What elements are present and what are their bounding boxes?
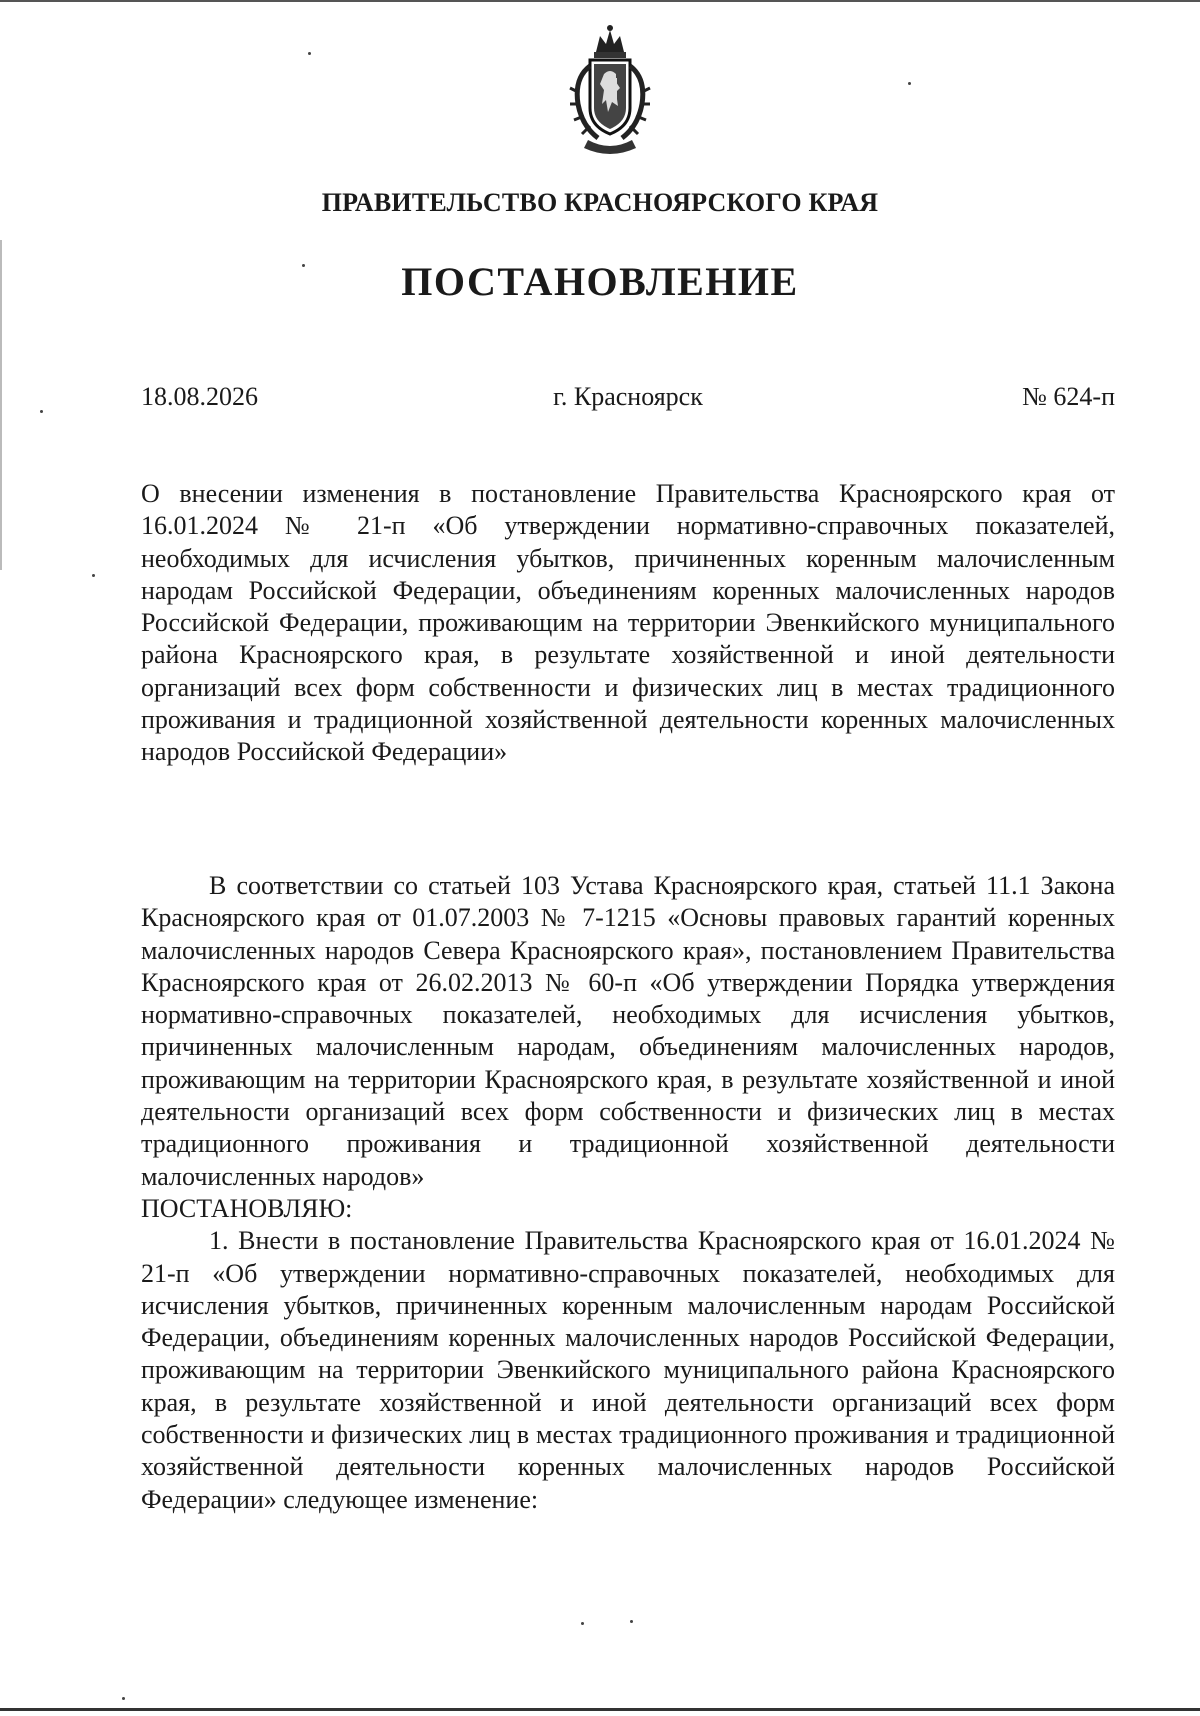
document-date: 18.08.2026 [141,382,258,411]
preamble-paragraph: В соответствии со статьей 103 Устава Красноярского края, статьей 11.1 Закона Красноярского края от 01.07.2003 № 7-1215 «Основы правовых гарантий коренных малочисленных народов Севера Красноярского края», постановлением Правительства Красноярского края от 26.02.2013 № 60-п «Об утверждении Порядка утверждения нормативно-справочных показателей, необходимых для исчисления убытков, причиненных малочисленным народам, объединениям малочисленных народов, проживающим на территории Красноярского края, в результате хозяйственной и иной деятельности организаций всех форм собственности и физических лиц в местах традиционного проживания и традиционной хозяйственной деятельности малочисленных народов» [141,871,1115,1191]
document-body [141,870,1115,1516]
document-number: № 624-п [1022,382,1115,411]
document-subject: О внесении изменения в постановление Правительства Красноярского края от 16.01.2024 № 21-п «Об утверждении нормативно-справочных показателей, необходимых для исчисления убытков, причиненных коренным малочисленным народам Российской Федерации, объединениям коренных малочисленных народов Российской Федерации, проживающим на территории Эвенкийского муниципального района Красноярского края, в результате хозяйственной и иной деятельности организаций всех форм собственности и физических лиц в местах традиционного проживания и традиционной хозяйственной деятельности коренных малочисленных народов Российской Федерации» [141,479,1115,767]
document-city: г. Красноярск [553,382,703,411]
scan-speck [92,574,95,577]
scan-speck [630,1620,633,1623]
scan-speck [908,82,911,85]
document-type-heading: ПОСТАНОВЛЕНИЕ [401,259,799,304]
organization-heading: ПРАВИТЕЛЬСТВО КРАСНОЯРСКОГО КРАЯ [321,188,879,217]
scan-speck [122,1697,125,1700]
scan-speck [40,410,43,413]
document-meta-row [141,382,1115,416]
krasnoyarsk-coat-of-arms-icon [560,22,660,160]
scan-edge-bottom [0,1708,1200,1711]
scan-speck [308,52,311,55]
item-1-paragraph: 1. Внести в постановление Правительства Красноярского края от 16.01.2024 № 21-п «Об утверждении нормативно-справочных показателей, необходимых для исчисления убытков, причиненных коренным малочисленным народам Российской Федерации, объединениям коренных малочисленных народов Российской Федерации, проживающим на территории Эвенкийского муниципального района Красноярского края, в результате хозяйственной и иной деятельности организаций всех форм собственности и физических лиц в местах традиционного проживания и традиционной хозяйственной деятельности коренных малочисленных народов Российской Федерации» следующее изменение: [141,1226,1115,1514]
scan-edge-top [0,0,1200,2]
decree-word: ПОСТАНОВЛЯЮ: [141,1193,353,1223]
scan-speck [581,1622,584,1625]
